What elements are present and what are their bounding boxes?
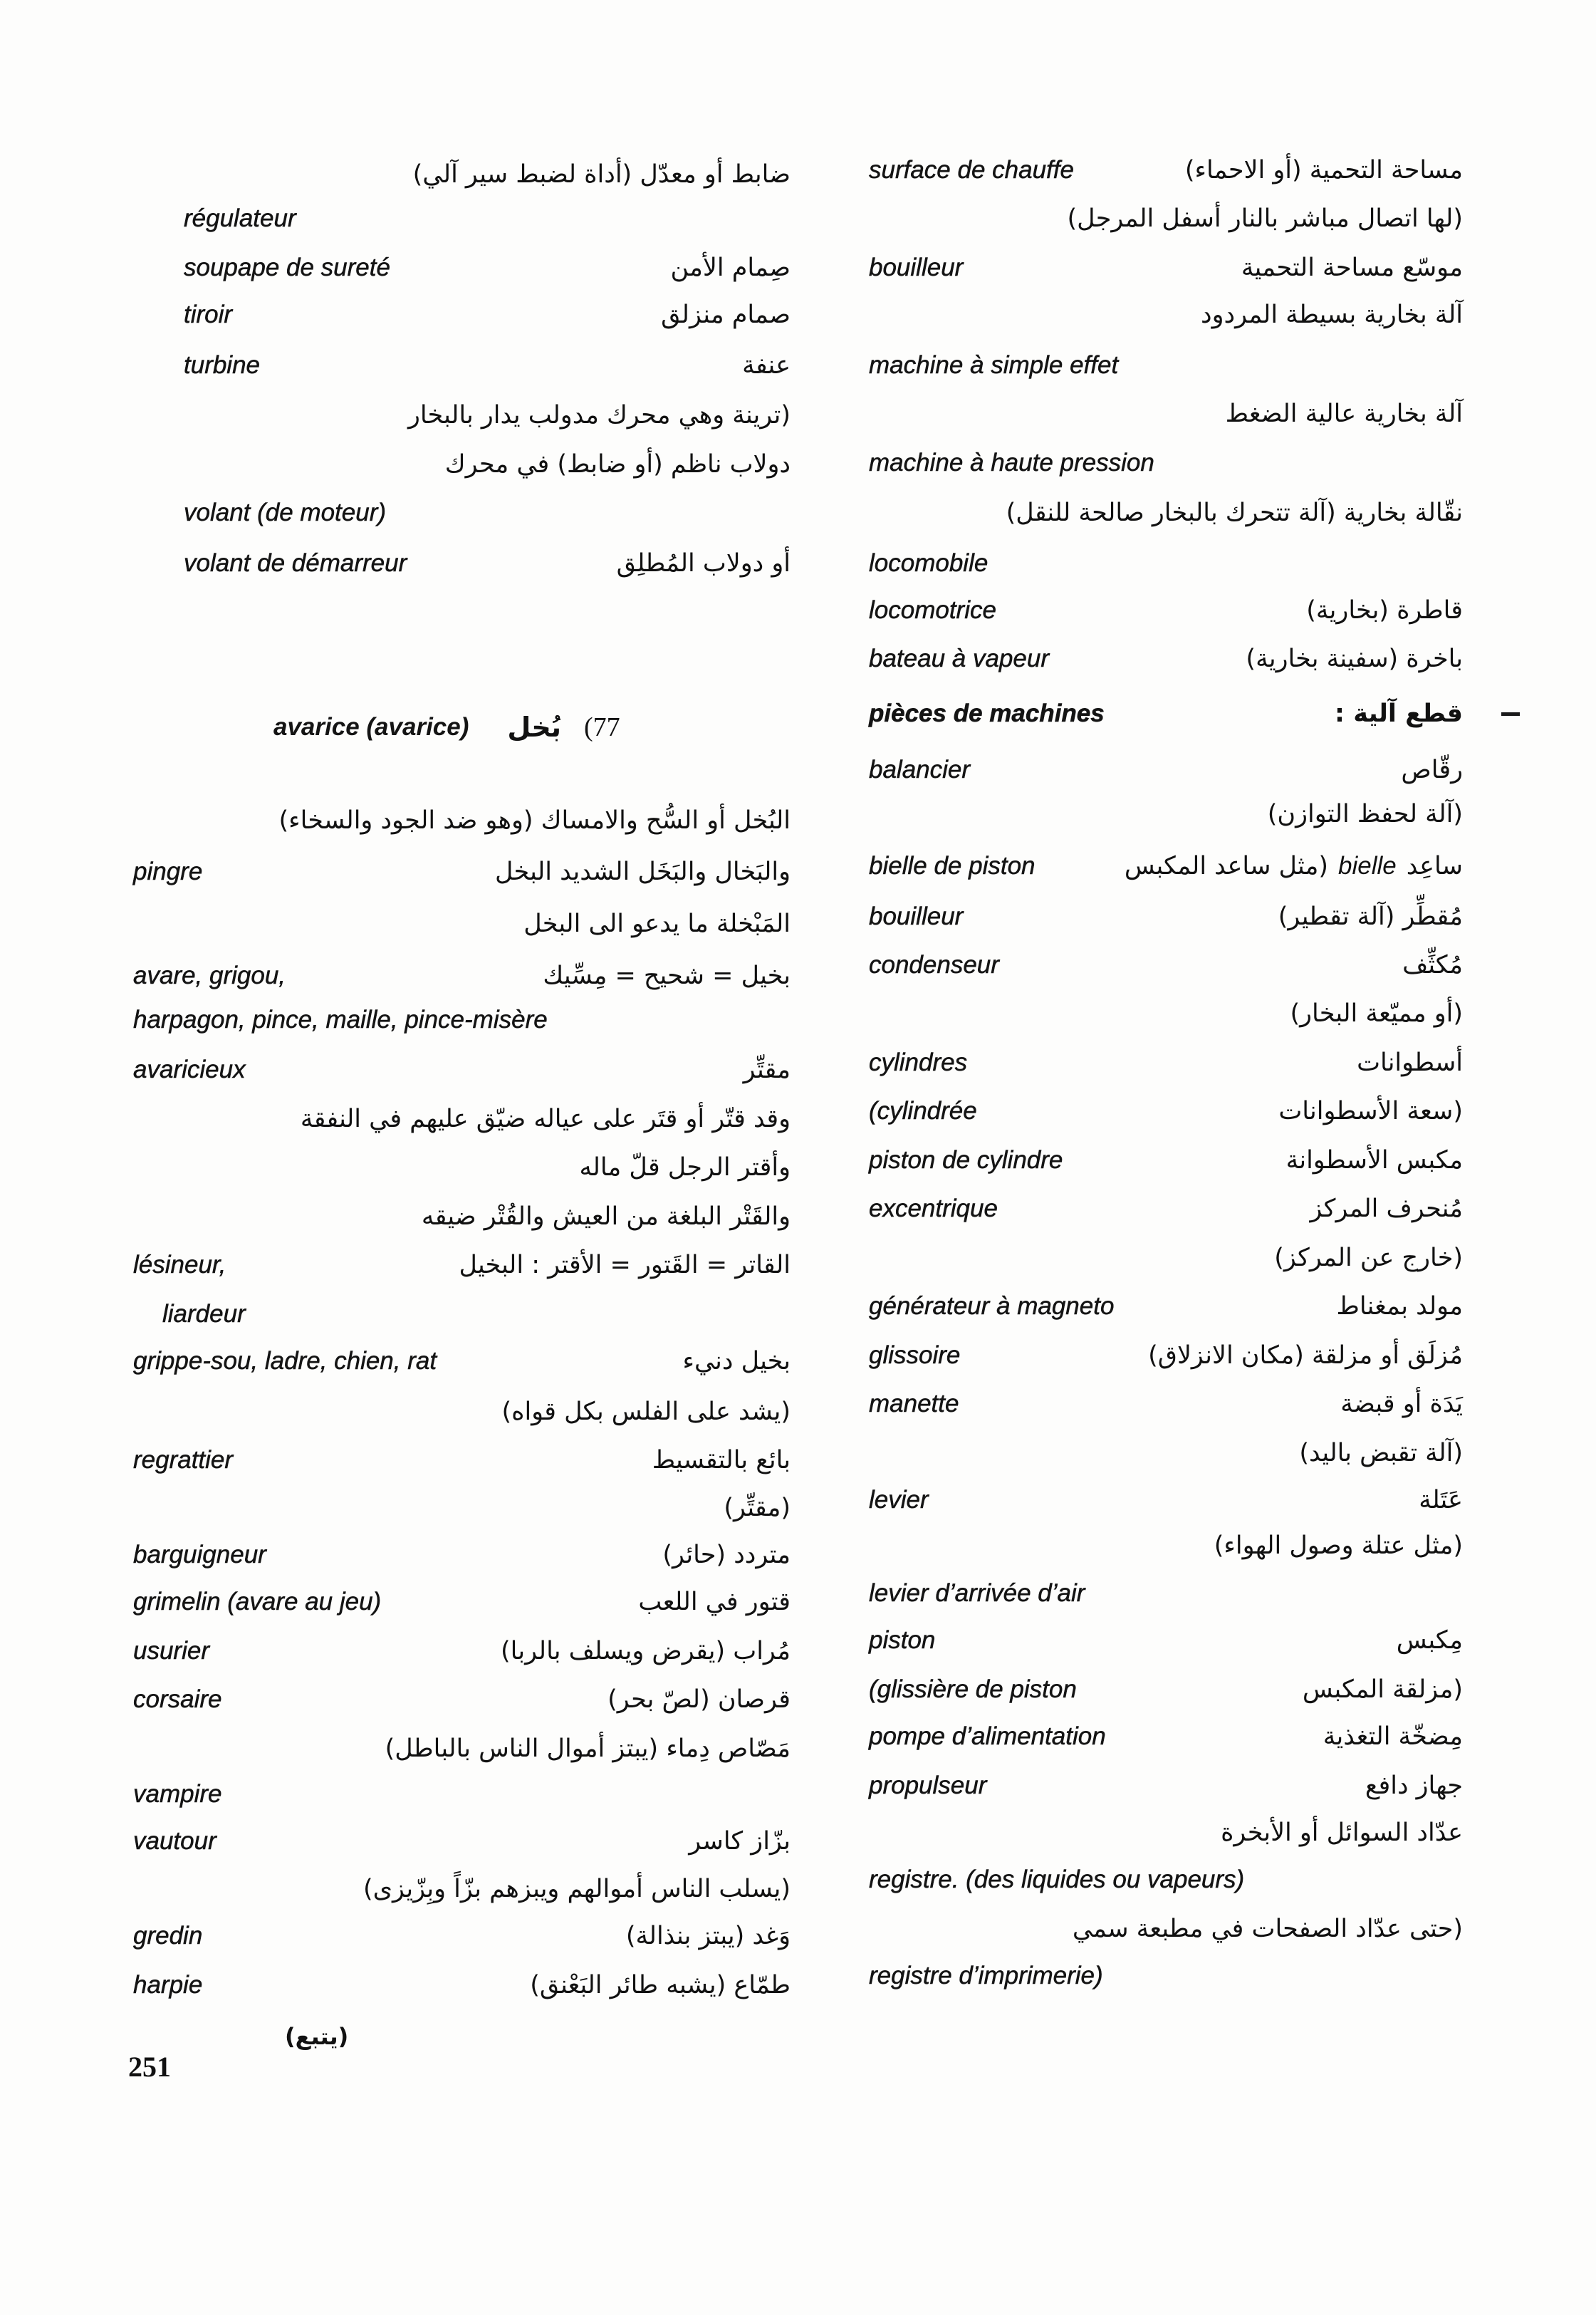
entry-row: [0, 1820, 1596, 1863]
entry-row: [0, 1773, 1596, 1816]
arabic-term: بائع بالتقسيط: [652, 1446, 791, 1474]
arabic-term: مُزلَق أو مزلقة (مكان الانزلاق): [1148, 1341, 1463, 1370]
arabic-term: (مزلقة المكبس: [1302, 1675, 1463, 1704]
entry-row: [0, 1049, 1596, 1091]
arabic-term: مُكثِّف: [1402, 951, 1463, 979]
french-term: glissoire: [869, 1341, 961, 1369]
arabic-term: (أو مميّعة البخار): [1290, 999, 1463, 1028]
arabic-term: صمام منزلق: [661, 301, 791, 329]
arabic-term: مكبس الأسطوانة: [1285, 1146, 1463, 1175]
entry-row: [0, 293, 1596, 336]
french-term: locomotrice: [869, 596, 996, 624]
section-77-arabic-title: بُخل: [507, 712, 561, 743]
entry-row: [0, 1244, 1596, 1286]
french-term: surface de chauffe: [869, 156, 1074, 184]
arabic-term: ساعِد: [1406, 852, 1463, 880]
section-77-french-title: avarice (avarice): [273, 713, 469, 741]
arabic-term: والبَخال والبَخَل الشديد البخل: [494, 858, 791, 886]
arabic-term: مقتِّر: [743, 1056, 791, 1084]
arabic-term: صِمام الأمن: [670, 254, 791, 282]
entry-row: [0, 1678, 1596, 1721]
section-77-number: (77: [584, 712, 620, 742]
french-term: bateau à vapeur: [869, 645, 1049, 672]
entry-row: [0, 902, 1596, 945]
page-number: 251: [128, 2051, 171, 2083]
arabic-term: أو دولاب المُطلِق: [616, 549, 791, 578]
french-term: barguigneur: [133, 1541, 266, 1569]
entry-row: [0, 443, 1596, 486]
french-term: volant (de moteur): [184, 499, 387, 526]
french-term: lésineur,: [133, 1251, 226, 1279]
entry-row: [0, 589, 1596, 632]
arabic-term: آلة بخارية عالية الضغط: [1225, 400, 1463, 428]
french-term: liardeur: [162, 1300, 246, 1328]
arabic-gloss: (مثل ساعد المكبس: [1124, 852, 1329, 880]
entry-row: [0, 1534, 1596, 1576]
arabic-term: (حتى عدّاد الصفحات في مطبعة سمي: [1072, 1915, 1463, 1943]
arabic-term: رقّاص: [1401, 756, 1463, 784]
entry-row: [0, 491, 1596, 534]
french-term: bouilleur: [869, 902, 964, 930]
entry-row: [0, 999, 1596, 1041]
arabic-term: (سعة الأسطوانات: [1278, 1097, 1463, 1125]
arabic-term: مُنحرف المركز: [1310, 1195, 1463, 1223]
arabic-term: (يسلب الناس أموالهم ويبزهم بزّاً وبِزّيزى): [363, 1875, 791, 1903]
arabic-term: عنفة: [742, 351, 791, 380]
french-term: grimelin (avare au jeu): [133, 1588, 382, 1616]
french-term: turbine: [184, 351, 261, 379]
arabic-term: وَغد (يبتز بنذالة): [625, 1922, 791, 1950]
arabic-term: موسّع مساحة التحمية: [1241, 254, 1463, 282]
arabic-term: مُقطِّر (آلة تقطير): [1278, 902, 1463, 931]
arabic-term: بخيل دنيء: [682, 1347, 791, 1375]
french-term: usurier: [133, 1637, 209, 1665]
arabic-term: قتور في اللعب: [638, 1588, 791, 1616]
arabic-term: مَصّاص دِماء (يبتز أموال الناس بالباطل): [385, 1734, 791, 1763]
section-heading-french: pièces de machines: [869, 699, 1105, 727]
entry-row: [0, 246, 1596, 289]
arabic-term: (آلة لحفظ التوازن): [1267, 800, 1463, 828]
arabic-term: المَبْخلة ما يدعو الى البخل: [523, 910, 791, 938]
french-term: pingre: [133, 858, 203, 885]
entry-row: [0, 850, 1596, 893]
arabic-term: البُخل أو السُّح والامساك (وهو ضد الجود والسخاء): [278, 806, 791, 835]
arabic-term: (مقتِّر): [724, 1494, 791, 1522]
french-term: excentrique: [869, 1195, 998, 1222]
french-term: corsaire: [133, 1685, 222, 1713]
french-term: locomobile: [869, 549, 989, 577]
entry-row: [0, 1964, 1596, 2007]
arabic-term: يَدَة أو قبضة: [1340, 1390, 1463, 1418]
french-term: avaricieux: [133, 1056, 246, 1083]
arabic-term: وأقتر الرجل قلّ ماله: [579, 1153, 791, 1182]
french-term: machine à haute pression: [869, 449, 1154, 477]
entry-row: [0, 197, 1596, 240]
entry-row: [0, 1340, 1596, 1383]
entry-row: [0, 1915, 1596, 1957]
arabic-term: (لها اتصال مباشر بالنار أسفل المرجل): [1067, 204, 1463, 233]
arabic-term: ضابط أو معدّل (أداة لضبط سير آلي): [412, 160, 791, 189]
french-term: condenseur: [869, 951, 999, 979]
entry-row: [0, 344, 1596, 387]
french-term: pompe d’alimentation: [869, 1722, 1106, 1750]
entry-row: [0, 1487, 1596, 1529]
arabic-term: مساحة التحمية (أو الاحماء): [1184, 156, 1463, 184]
arabic-term: عدّاد السوائل أو الأبخرة: [1221, 1819, 1463, 1847]
arabic-term: باخرة (سفينة بخارية): [1246, 645, 1463, 673]
french-term: propulseur: [869, 1772, 987, 1799]
arabic-term: (خارج عن المركز): [1274, 1244, 1463, 1272]
french-term: harpagon, pince, maille, pince-misère: [133, 1006, 548, 1034]
arabic-term: بخيل = شحيح = مِسِّيك: [543, 962, 791, 990]
entry-row: [0, 394, 1596, 437]
entry-row: [0, 1581, 1596, 1623]
french-term: balancier: [869, 756, 971, 784]
entry-row: [0, 1195, 1596, 1238]
arabic-term: مِكبس: [1396, 1626, 1463, 1655]
french-term: bouilleur: [869, 254, 964, 281]
arabic-term: قرصان (لصّ بحر): [607, 1685, 791, 1714]
french-term: bielle de piston: [869, 852, 1036, 880]
french-term: régulateur: [184, 204, 296, 232]
french-term: registre. (des liquides ou vapeurs): [869, 1866, 1245, 1893]
french-term: vampire: [133, 1780, 222, 1808]
entry-row: [0, 1390, 1596, 1433]
entry-row: [0, 749, 1596, 791]
section-heading-row: [0, 692, 1596, 735]
french-term: piston: [869, 1626, 936, 1654]
section-heading-arabic: قطع آلية :: [1335, 699, 1463, 728]
arabic-term: طمّاع (يشبه طائر البَعْنق): [530, 1971, 791, 1999]
continued-note: (يتبع): [285, 2023, 349, 2050]
french-term: tiroir: [184, 301, 233, 328]
arabic-term: (مثل عتلة وصول الهواء): [1214, 1531, 1463, 1560]
entry-row: [0, 1868, 1596, 1910]
french-term: (glissière de piston: [869, 1675, 1077, 1703]
arabic-term: (آلة تقبض باليد): [1299, 1439, 1463, 1467]
french-term: volant de démarreur: [184, 549, 407, 577]
arabic-term: دولاب ناظم (أو ضابط) في محرك: [444, 450, 791, 479]
arabic-term: نقّالة بخارية (آلة تتحرك بالبخار صالحة للنقل): [1006, 499, 1463, 527]
arabic-term: بزّاز كاسر: [689, 1827, 791, 1856]
arabic-term: مولد بمغناط: [1336, 1292, 1463, 1321]
arabic-term: وقد قتّر أو قتَر على عياله ضيّق عليهم في النفقة: [300, 1105, 791, 1133]
french-term: registre d’imprimerie): [869, 1962, 1103, 1989]
entry-row: [0, 1146, 1596, 1189]
entry-row: [0, 638, 1596, 680]
arabic-term: مِضخّة التغذية: [1323, 1722, 1463, 1751]
french-term: regrattier: [133, 1446, 234, 1474]
french-term: harpie: [133, 1971, 203, 1999]
french-term: grippe-sou, ladre, chien, rat: [133, 1347, 437, 1375]
inline-french-term: bielle: [1338, 852, 1397, 880]
arabic-term: (يشد على الفلس بكل قواه): [501, 1398, 791, 1426]
entry-row: [0, 1630, 1596, 1672]
arabic-term: آلة بخارية بسيطة المردود: [1201, 301, 1463, 329]
arabic-term: القاتر = القَتور = الأقتر : البخيل: [459, 1251, 791, 1279]
french-term: cylindres: [869, 1049, 968, 1076]
entry-row: [0, 1439, 1596, 1482]
french-term: (cylindrée: [869, 1097, 977, 1125]
arabic-term: (ترينة وهي محرك مدولب يدار بالبخار: [407, 401, 791, 430]
entry-row: [0, 954, 1596, 997]
french-term: vautour: [133, 1827, 217, 1855]
entry-row: [0, 153, 1596, 196]
arabic-term: عَتَلة: [1419, 1486, 1463, 1514]
french-term: manette: [869, 1390, 959, 1417]
entry-row: [0, 799, 1596, 842]
entry-row: [0, 1727, 1596, 1770]
french-term: générateur à magneto: [869, 1292, 1115, 1320]
french-term: levier d’arrivée d’air: [869, 1579, 1085, 1607]
french-term: piston de cylindre: [869, 1146, 1063, 1174]
french-term: gredin: [133, 1922, 203, 1950]
arabic-term: مُراب (يقرض ويسلف بالربا): [501, 1637, 791, 1665]
french-term: soupape de sureté: [184, 254, 390, 281]
french-term: machine à simple effet: [869, 351, 1119, 379]
arabic-term: أسطوانات: [1357, 1049, 1463, 1077]
entry-row: [0, 542, 1596, 585]
entry-row: [0, 1293, 1596, 1336]
french-term: avare, grigou,: [133, 962, 286, 989]
arabic-term: جهاز دافع: [1365, 1772, 1463, 1800]
entry-row: [0, 1098, 1596, 1140]
arabic-term: قاطرة (بخارية): [1306, 596, 1463, 625]
arabic-term: والقَتْر البلغة من العيش والقُتْر ضيقه: [421, 1202, 791, 1231]
arabic-term: متردد (حائر): [662, 1541, 791, 1569]
french-term: levier: [869, 1486, 929, 1514]
